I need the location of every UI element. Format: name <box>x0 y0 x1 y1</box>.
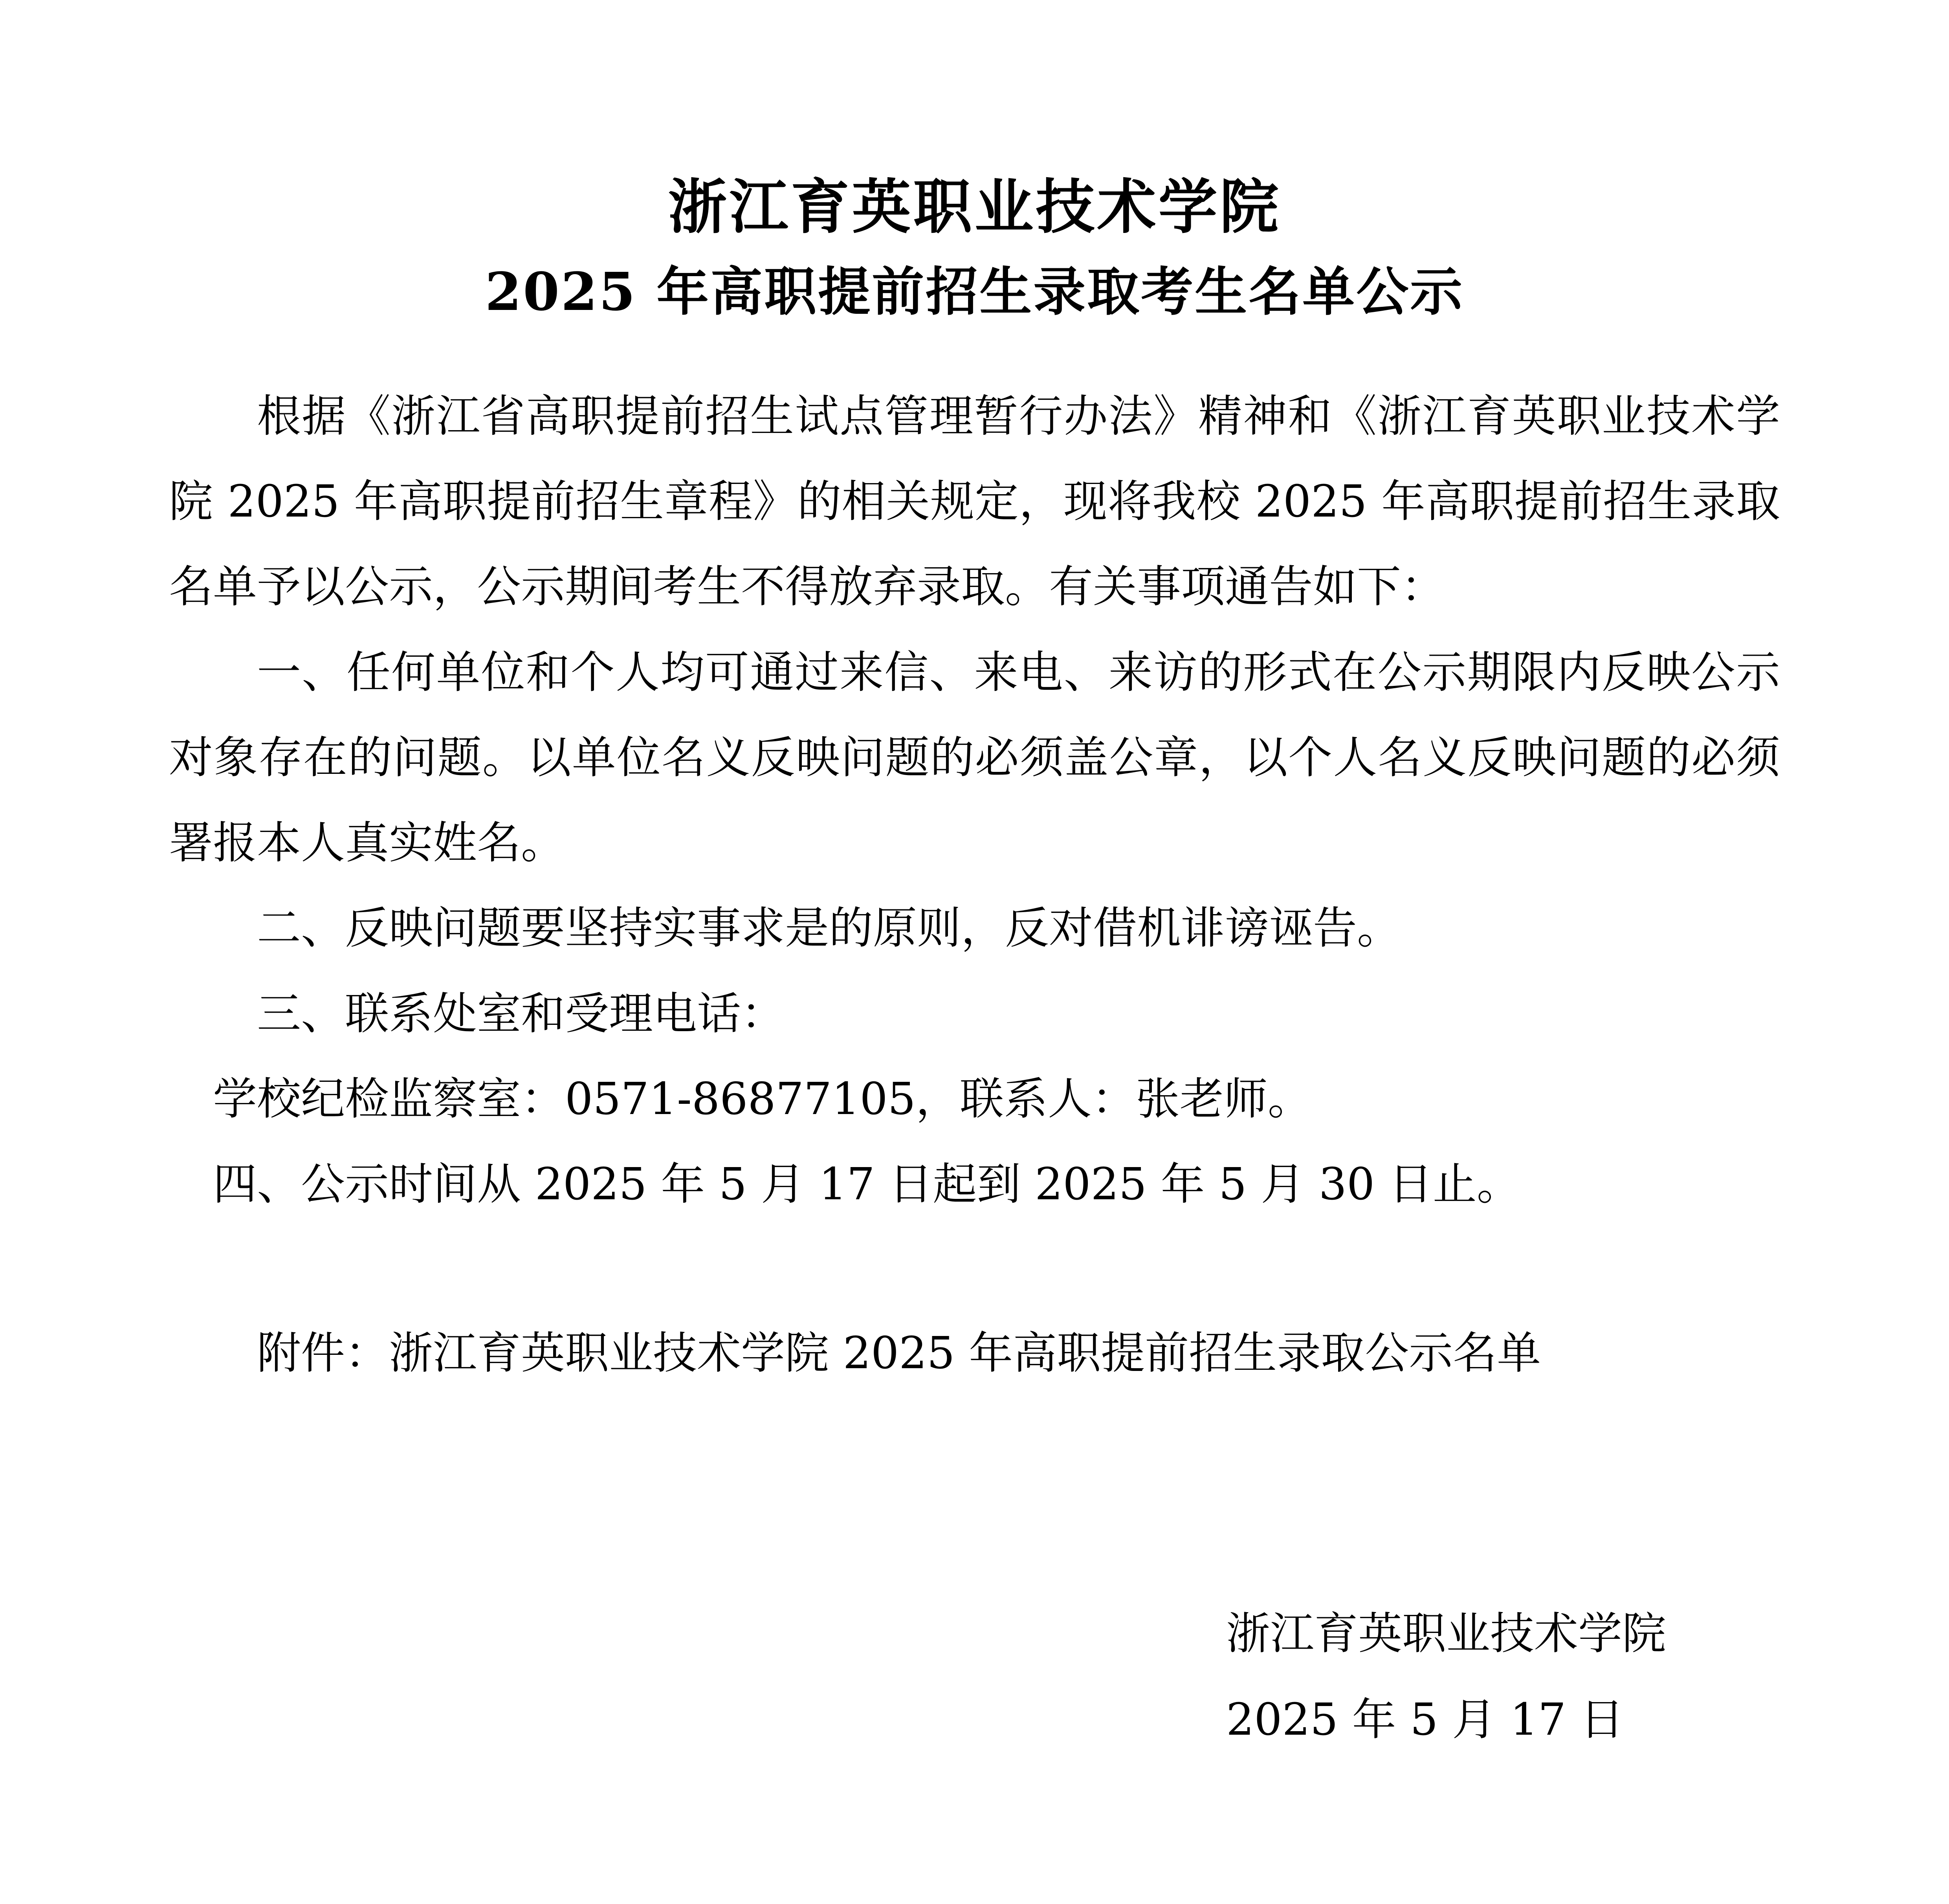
paragraph-spacer <box>169 1228 1780 1311</box>
signature-date: 2025 年 5 月 17 日 <box>1226 1694 1624 1745</box>
attachment-line: 附件：浙江育英职业技术学院 2025 年高职提前招生录取公示名单 <box>257 1327 1541 1379</box>
document-body <box>169 374 1780 1396</box>
document-title <box>169 169 1780 328</box>
paragraph-item-three: 三、联系处室和受理电话： <box>257 988 785 1039</box>
signature-block <box>1226 1591 1666 1763</box>
signature-organization: 浙江育英职业技术学院 <box>1226 1608 1666 1660</box>
page-title-primary: 浙江育英职业技术学院 <box>668 172 1281 242</box>
paragraph-intro: 根据《浙江省高职提前招生试点管理暂行办法》精神和《浙江育英职业技术学院 2025 年高职提前招生章程》的相关规定，现将我校 2025 年高职提前招生录取名单予以公示，公示期间考生不得放弃录取。有关事项通告如下： <box>169 390 1780 613</box>
paragraph-item-one: 一、任何单位和个人均可通过来信、来电、来访的形式在公示期限内反映公示对象存在的问题。以单位名义反映问题的必须盖公章，以个人名义反映问题的必须署报本人真实姓名。 <box>169 647 1780 869</box>
paragraph-item-four: 四、公示时间从 2025 年 5 月 17 日起到 2025 年 5 月 30 日止。 <box>213 1159 1521 1210</box>
page-title-secondary: 2025 年高职提前招生录取考生名单公示 <box>485 261 1464 323</box>
contact-line: 学校纪检监察室：0571-86877105，联系人：张老师。 <box>213 1074 1312 1125</box>
paragraph-item-two: 二、反映问题要坚持实事求是的原则，反对借机诽谤诬告。 <box>257 903 1401 954</box>
